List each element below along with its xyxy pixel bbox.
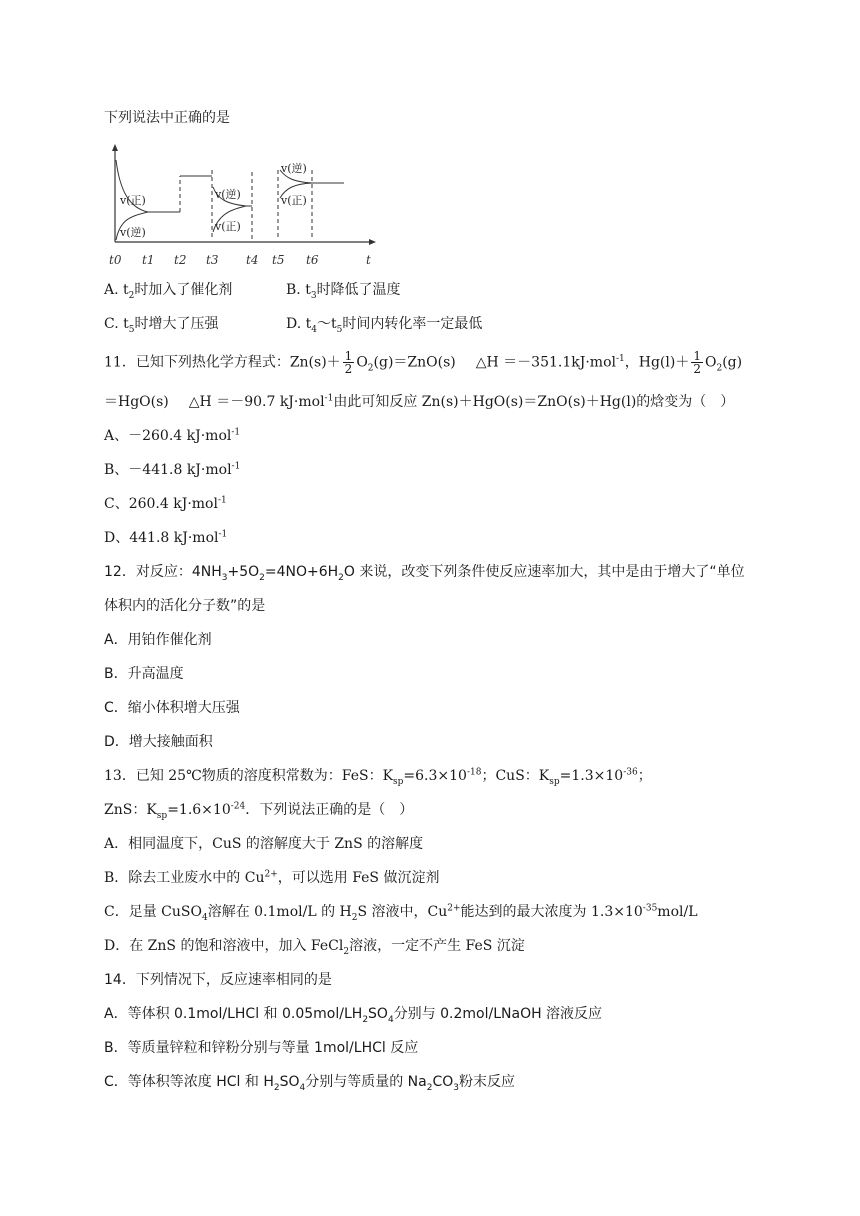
intro-text: 下列说法中正确的是 [104, 110, 230, 126]
tick-t4: t4 [246, 253, 259, 267]
q13-stem-line2: ZnS：$K_{sp}=1.6\times 10^{-24}$．下列说法正确的是（ ） [104, 801, 414, 821]
q14-option-c: C．等体积等浓度 HCl 和 $H_2SO_4$分别与等质量的 $Na_2CO_3$粉末反应 [104, 1074, 516, 1093]
q12-option-a: A．用铂作催化剂 [104, 632, 212, 648]
tick-t6: t6 [306, 253, 319, 267]
q11-option-c: C、260.4 kJ·mol$^{-1}$ [104, 495, 227, 512]
v-axis-arrow [112, 144, 118, 151]
fraction-half-2: $\frac{1}{2}$ [693, 349, 701, 376]
label-v-fwd-1: v(正) [120, 194, 146, 207]
q10-option-c: C. $t_5$时增大了压强 [104, 316, 219, 335]
q14-option-a: A．等体积 0.1mol/LHCl 和 $0.05mol/LH_2SO_4$分别与 0.2mol/LNaOH 溶液反应 [104, 1006, 603, 1025]
q11-option-d: D、441.8 kJ·mol$^{-1}$ [104, 529, 228, 546]
q13-option-d: D．在 ZnS 的饱和溶液中，加入 FeCl$_2$溶液，一定不产生 FeS 沉淀 [104, 938, 525, 957]
label-v-rev-1: v(逆) [120, 226, 146, 239]
q12-stem-line1: 12．对反应：$4NH_3+5O_2=4NO+6H_2O$ 来说，改变下列条件使反应速率加大，其中是由于增大了“单位 [104, 564, 745, 583]
q12-stem-line2: 体积内的活化分子数”的是 [104, 598, 266, 614]
q10-option-d: D. $t_4\sim t_5$时间内转化率一定最低 [286, 316, 483, 335]
q12-option-c: C．缩小体积增大压强 [104, 700, 240, 716]
q12-option-b: B．升高温度 [104, 666, 184, 682]
label-v-fwd-3: v(正) [215, 220, 241, 233]
t-tick-labels [109, 253, 371, 267]
q10-option-b: B. $t_3$时降低了温度 [286, 282, 401, 301]
q13-option-b: B．除去工业废水中的 $Cu^{2+}$，可以选用 FeS 做沉淀剂 [104, 869, 440, 886]
q10-option-a: A. $t_2$时加入了催化剂 [104, 282, 233, 301]
q13-stem-line1: 13．已知 25℃物质的溶度积常数为：FeS：$K_{sp}=6.3\times 10^{-18}$；CuS：$K_{sp}=1.3\times 10^{-36}$； [104, 767, 652, 787]
q11-stem-line1: 11．已知下列热化学方程式：Zn(s)＋ $\frac{1}{2}$ $O_2(g)=ZnO(s)$ △H ＝－351.1kJ·mol$^{-1}$，Hg(l)＋ $\frac{1}{2}$ $O_2(g)$ [104, 349, 743, 376]
tick-t2: t2 [174, 253, 187, 267]
q11-stem-line2: ＝HgO(s) △H ＝－90.7 kJ·mol$^{-1}$由此可知反应 Zn(s)＋HgO(s)＝ZnO(s)＋Hg(l)的焓变为（ ） [104, 393, 735, 410]
label-v-fwd-5: v(正) [281, 194, 307, 207]
q12-option-d: D．增大接触面积 [104, 734, 213, 750]
t-axis-arrow [369, 239, 376, 245]
q14-stem: 14．下列情况下，反应速率相同的是 [104, 972, 332, 988]
q11-option-b: B、－441.8 kJ·mol$^{-1}$ [104, 461, 241, 478]
q13-option-c: C．足量 CuSO$_4$溶解在 0.1mol/L 的 $H_2S$ 溶液中，$Cu^{2+}$能达到的最大浓度为 $1.3\times 10^{-35}mol/L$ [104, 903, 698, 923]
label-v-rev-3: v(逆) [215, 188, 241, 201]
rate-time-graph [100, 142, 390, 270]
label-v-rev-5: v(逆) [281, 162, 307, 175]
tick-t3: t3 [206, 253, 219, 267]
q13-option-a: A．相同温度下，CuS 的溶解度大于 ZnS 的溶解度 [104, 836, 424, 852]
tick-t: t [366, 253, 371, 267]
q11-option-a: A、－260.4 kJ·mol$^{-1}$ [104, 427, 241, 444]
q14-option-b: B．等质量锌粒和锌粉分别与等量 1mol/LHCl 反应 [104, 1040, 419, 1056]
tick-t1: t1 [142, 253, 155, 267]
tick-t0: t0 [109, 253, 122, 267]
tick-t5: t5 [272, 253, 285, 267]
fraction-half-1: $\frac{1}{2}$ [344, 349, 353, 376]
